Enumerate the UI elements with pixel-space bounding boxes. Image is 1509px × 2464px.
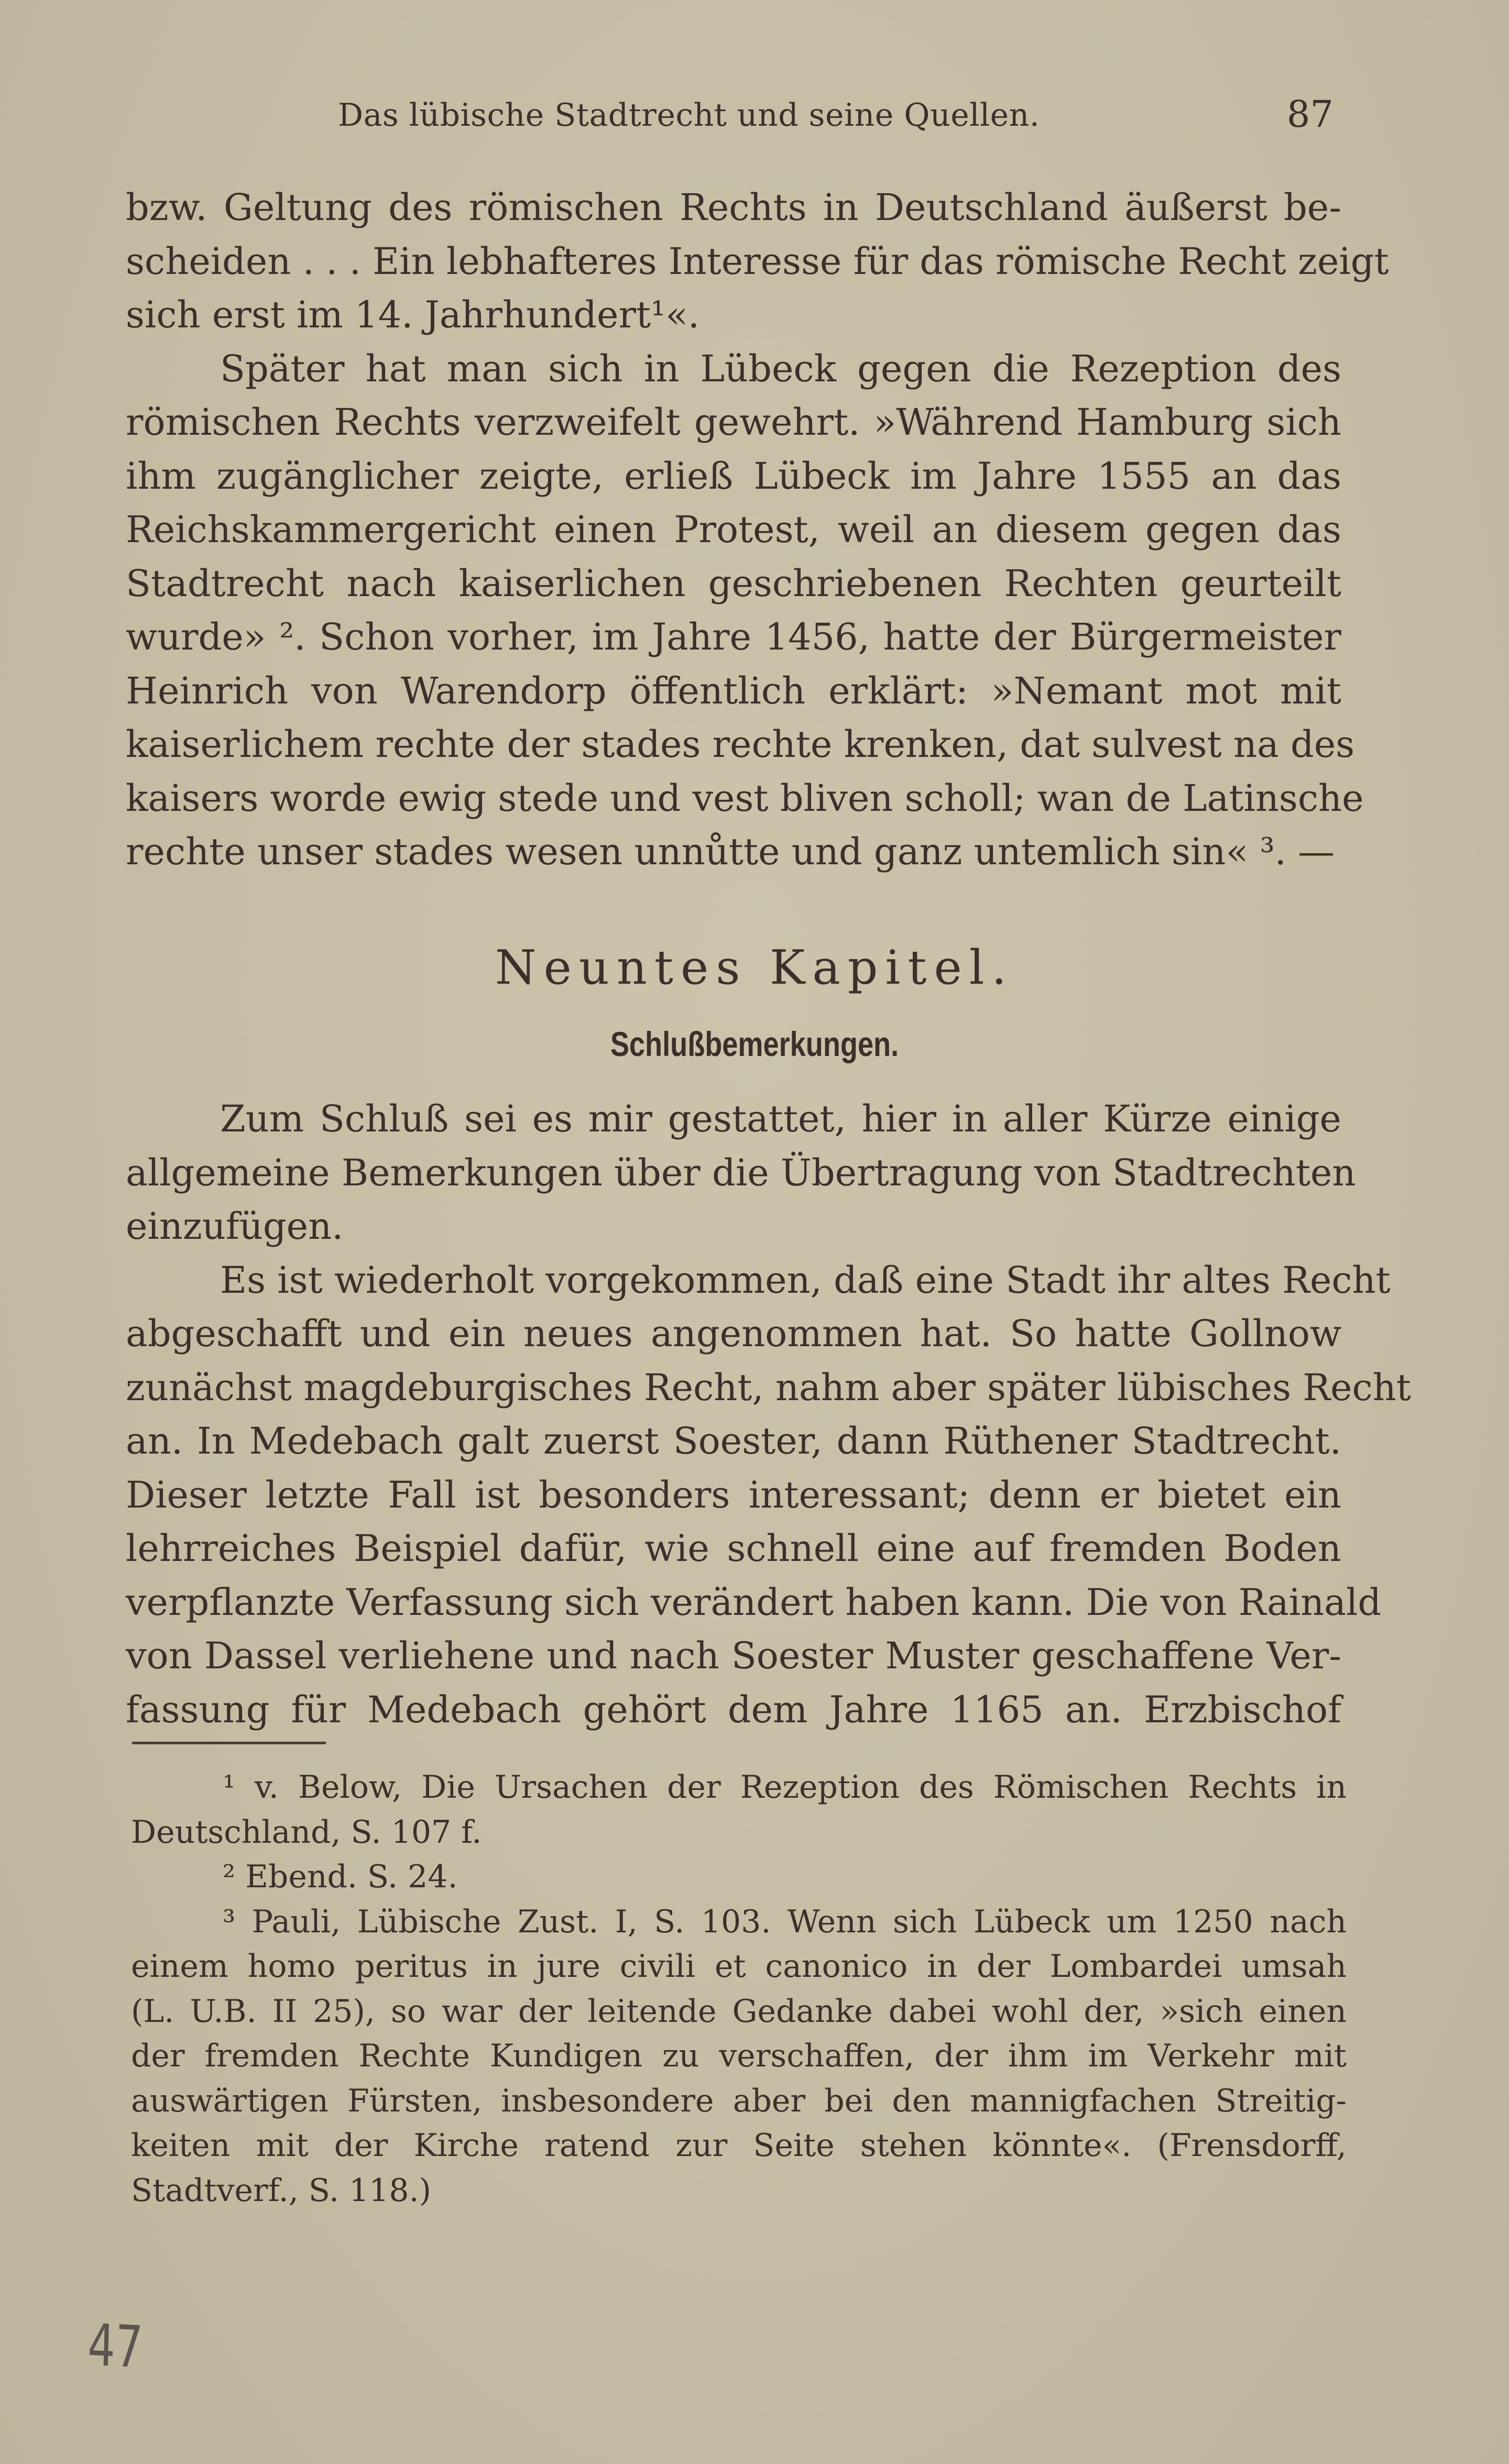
chapter-subtitle: Schlußbemerkungen. <box>610 1025 899 1063</box>
footnote-line: Deutschland, S. 107 f. <box>131 1813 482 1851</box>
text-line: einzufügen. <box>126 1205 344 1248</box>
footnote-separator <box>132 1742 326 1744</box>
text-line: verpflanzte Verfassung sich verändert haben kann. Die von Rainald <box>126 1580 1382 1624</box>
text-line: von Dassel verliehene und nach Soester Muster geschaffene Ver- <box>126 1634 1341 1677</box>
text-line: Reichskammergericht einen Protest, weil an diesem gegen das <box>126 508 1341 551</box>
text-line: sich erst im 14. Jahrhundert¹«. <box>126 293 700 336</box>
text-line: Zum Schluß sei es mir gestattet, hier in aller Kürze einige <box>220 1097 1341 1140</box>
text-line: an. In Medebach galt zuerst Soester, dann Rüthener Stadtrecht. <box>126 1420 1341 1462</box>
page-header <box>338 93 1333 139</box>
footnote-line: Stadtverf., S. 118.) <box>131 2172 431 2209</box>
footnotes <box>131 1765 1347 2213</box>
handwritten-note: 47 <box>86 2311 144 2381</box>
text-line: abgeschafft und ein neues angenommen hat. So hatte Gollnow <box>126 1312 1341 1355</box>
text-line: rechte unser stades wesen unnůtte und ganz untemlich sin« ³. — <box>126 830 1335 873</box>
footnote-line: ³ Pauli, Lübische Zust. I, S. 103. Wenn sich Lübeck um 1250 nach <box>223 1903 1347 1940</box>
footnote-line: der fremden Rechte Kundigen zu verschaffen, der ihm im Verkehr mit <box>131 2038 1347 2074</box>
page-number: 87 <box>1286 93 1333 136</box>
text-line: ihm zugänglicher zeigte, erließ Lübeck im Jahre 1555 an das <box>126 454 1341 498</box>
running-title: Das lübische Stadtrecht und seine Quellen. <box>338 97 1040 134</box>
text-line: zunächst magdeburgisches Recht, nahm aber später lübisches Recht <box>126 1366 1411 1409</box>
text-line: Stadtrecht nach kaiserlichen geschriebenen Rechten geurteilt <box>126 562 1341 605</box>
text-line: römischen Rechts verzweifelt gewehrt. »Während Hamburg sich <box>126 401 1341 444</box>
text-line: fassung für Medebach gehört dem Jahre 1165 an. Erzbischof <box>126 1688 1341 1731</box>
text-line: kaisers worde ewig stede und vest bliven scholl; wan de Latinsche <box>126 776 1364 820</box>
text-line: Später hat man sich in Lübeck gegen die Rezeption des <box>220 347 1341 390</box>
footnote-line: ¹ v. Below, Die Ursachen der Rezeption des Römischen Rechts in <box>223 1769 1347 1806</box>
footnote-line: keiten mit der Kirche ratend zur Seite stehen könnte«. (Frensdorff, <box>131 2127 1347 2164</box>
text-line: Dieser letzte Fall ist besonders interessant; denn er bietet ein <box>126 1473 1341 1516</box>
text-line: bzw. Geltung des römischen Rechts in Deutschland äußerst be- <box>126 186 1341 229</box>
chapter-title: Neuntes Kapitel. <box>495 940 1014 995</box>
text-line: kaiserlichem rechte der stades rechte krenken, dat sulvest na des <box>126 723 1355 766</box>
text-line: allgemeine Bemerkungen über die Übertragung von Stadtrechten <box>126 1151 1356 1194</box>
body-text-section-2 <box>126 1092 1411 1736</box>
text-line: lehrreiches Beispiel dafür, wie schnell eine auf fremden Boden <box>126 1527 1341 1570</box>
text-line: Heinrich von Warendorp öffentlich erklärt: »Nemant mot mit <box>126 669 1341 712</box>
footnote-line: auswärtigen Fürsten, insbesondere aber bei den mannigfachen Streitig- <box>131 2082 1347 2119</box>
text-line: Es ist wiederholt vorgekommen, daß eine Stadt ihr altes Recht <box>220 1258 1391 1302</box>
footnote-line: (L. U.B. II 25), so war der leitende Gedanke dabei wohl der, »sich einen <box>131 1993 1347 2030</box>
footnote-line: ² Ebend. S. 24. <box>223 1858 458 1895</box>
text-line: wurde» ². Schon vorher, im Jahre 1456, hatte der Bürgermeister <box>126 615 1341 658</box>
footnote-line: einem homo peritus in jure civili et canonico in der Lombardei umsah <box>131 1948 1347 1985</box>
body-text-section-1 <box>126 181 1389 879</box>
text-line: scheiden . . . Ein lebhafteres Interesse für das römische Recht zeigt <box>126 239 1389 283</box>
